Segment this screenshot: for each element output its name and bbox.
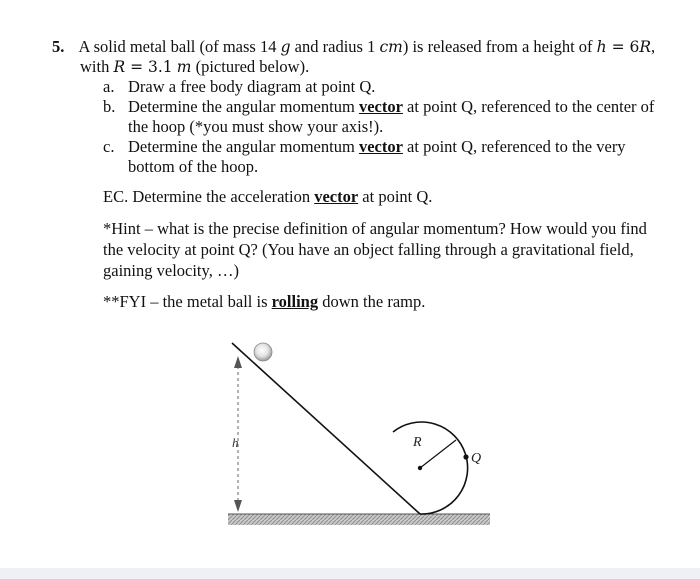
hint-line-2: the velocity at point Q? (You have an object falling through a gravitational field,	[103, 240, 634, 259]
hint-line-1: *Hint – what is the precise definition of angular momentum? How would you find	[103, 219, 647, 238]
bottom-strip	[0, 568, 700, 579]
part-a-marker: a.	[103, 77, 115, 96]
fyi-note: **FYI – the metal ball is rolling down the ramp.	[103, 292, 426, 311]
part-c-marker: c.	[103, 137, 115, 156]
part-b-marker: b.	[103, 97, 116, 116]
height-arrow-down	[234, 500, 242, 512]
hint-line-3: gaining velocity, …)	[103, 261, 239, 280]
vector-emphasis: vector	[314, 187, 359, 206]
ramp-line	[232, 343, 420, 514]
part-b-text-line-2: the hoop (*you must show your axis!).	[128, 117, 384, 136]
radius-line	[420, 440, 456, 468]
vector-emphasis: vector	[358, 137, 403, 156]
label-q: Q	[471, 451, 482, 466]
label-h: h	[232, 435, 239, 450]
extra-credit-text: EC. Determine the acceleration vector at point Q.	[103, 187, 433, 206]
metal-ball	[254, 343, 272, 361]
problem-number: 5.	[52, 37, 65, 56]
problem-statement-line-1: 5. A solid metal ball (of mass 14 g and radius 1 cm) is released from a height of h = 6R,	[52, 37, 656, 56]
hoop-center-dot	[418, 466, 422, 470]
height-arrow-up	[234, 356, 242, 368]
label-r: R	[413, 435, 422, 450]
rolling-emphasis: rolling	[271, 292, 319, 311]
part-c-text-line-1: Determine the angular momentum vector at point Q, referenced to the very	[128, 137, 626, 156]
problem-statement-line-2: with R = 3.1 m (pictured below).	[80, 57, 310, 76]
point-q-marker	[463, 454, 468, 459]
vector-emphasis: vector	[358, 97, 403, 116]
part-a-text: Draw a free body diagram at point Q.	[128, 77, 376, 96]
part-c-text-line-2: bottom of the hoop.	[128, 157, 259, 176]
part-b-text-line-1: Determine the angular momentum vector at point Q, referenced to the center of	[128, 97, 655, 116]
ground-hatched	[228, 514, 490, 525]
